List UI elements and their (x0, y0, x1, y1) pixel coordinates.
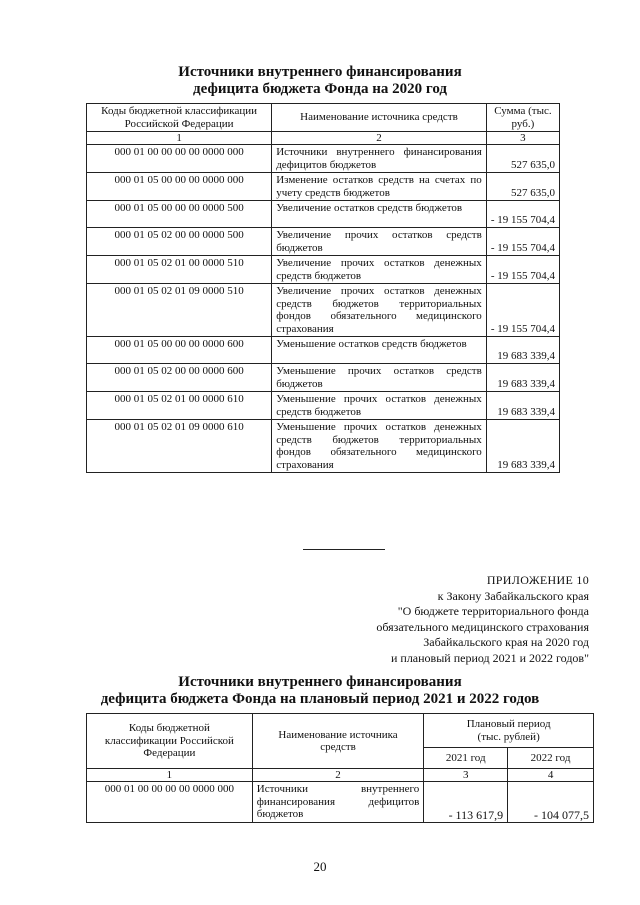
table2-title-line2: дефицита бюджета Фонда на плановый период 2021 и 2022 годов (100, 691, 540, 707)
col-number: 2 (252, 769, 423, 782)
table-row (87, 173, 560, 201)
col-number: 2 (272, 132, 487, 145)
row-name: Увеличение прочих остатков средств бюджетов (272, 228, 487, 256)
table1-title-line2: дефицита бюджета Фонда на 2020 год (193, 81, 447, 97)
row-name: Уменьшение прочих остатков денежных средств бюджетов (272, 392, 487, 420)
row-name: Уменьшение остатков средств бюджетов (272, 337, 487, 364)
row-code: 000 01 05 02 01 09 0000 610 (87, 420, 272, 473)
row-value-2021: - 113 617,9 (424, 782, 508, 823)
row-code: 000 01 00 00 00 00 0000 000 (87, 782, 253, 823)
sources-table-2020 (86, 103, 560, 473)
table-row (87, 420, 560, 473)
appendix-line: обязательного медицинского страхования (376, 619, 589, 634)
row-code: 000 01 05 00 00 00 0000 600 (87, 337, 272, 364)
row-sum: - 19 155 704,4 (486, 228, 559, 256)
table-row (87, 228, 560, 256)
row-name: Источники внутреннего финансирования дефицитов бюджетов (272, 145, 487, 173)
row-sum: 19 683 339,4 (486, 337, 559, 364)
table-row (87, 782, 594, 823)
col-number: 3 (424, 769, 508, 782)
appendix-line: Забайкальского края на 2020 год (423, 635, 589, 649)
row-code: 000 01 05 02 01 09 0000 510 (87, 284, 272, 337)
col-number: 3 (486, 132, 559, 145)
col-number: 1 (87, 769, 253, 782)
table-row (87, 256, 560, 284)
row-code: 000 01 05 02 00 00 0000 500 (87, 228, 272, 256)
section-divider (303, 549, 385, 550)
row-code: 000 01 05 00 00 00 0000 000 (87, 173, 272, 201)
header-code: Коды бюджетной классификации Российской Федерации (87, 104, 272, 132)
table-row (87, 337, 560, 364)
row-value-2022: - 104 077,5 (508, 782, 594, 823)
row-code: 000 01 05 00 00 00 0000 500 (87, 201, 272, 228)
appendix-line: и плановый период 2021 и 2022 годов" (390, 650, 589, 665)
header-name: Наименование источника средств (272, 104, 487, 132)
header-sum: Сумма (тыс. руб.) (486, 104, 559, 132)
table2-title-line1: Источники внутреннего финансирования (178, 674, 462, 690)
row-sum: 19 683 339,4 (486, 392, 559, 420)
row-name: Увеличение прочих остатков денежных средств бюджетов (272, 256, 487, 284)
row-sum: 527 635,0 (486, 145, 559, 173)
sources-table-2021-2022 (86, 713, 594, 823)
row-name: Увеличение остатков средств бюджетов (272, 201, 487, 228)
row-sum: 527 635,0 (486, 173, 559, 201)
col-number: 4 (508, 769, 594, 782)
row-name: Уменьшение прочих остатков денежных средств бюджетов территориальных фондов обязательного медицинского страхования (272, 420, 487, 473)
table-row (87, 392, 560, 420)
row-sum: 19 683 339,4 (486, 364, 559, 392)
row-code: 000 01 00 00 00 00 0000 000 (87, 145, 272, 173)
row-name: Уменьшение прочих остатков средств бюджетов (272, 364, 487, 392)
appendix-header (269, 573, 589, 666)
appendix-line: к Закону Забайкальского края (437, 588, 589, 603)
table-row (87, 201, 560, 228)
row-code: 000 01 05 02 01 00 0000 510 (87, 256, 272, 284)
header-period: Плановый период (тыс. рублей) (424, 714, 594, 748)
header-code: Коды бюджетной классификации Российской Федерации (87, 714, 253, 769)
table-row (87, 364, 560, 392)
row-sum: - 19 155 704,4 (486, 256, 559, 284)
row-name: Источники внутреннего финансирования дефицитов бюджетов (252, 782, 423, 823)
table1-title-line1: Источники внутреннего финансирования (178, 64, 462, 80)
row-code: 000 01 05 02 01 00 0000 610 (87, 392, 272, 420)
page-number: 20 (313, 859, 327, 874)
row-code: 000 01 05 02 00 00 0000 600 (87, 364, 272, 392)
header-name: Наименование источника средств (252, 714, 423, 769)
row-name: Изменение остатков средств на счетах по учету средств бюджетов (272, 173, 487, 201)
table-row (87, 145, 560, 173)
table-row (87, 284, 560, 337)
header-2021: 2021 год (424, 748, 508, 769)
row-name: Увеличение прочих остатков денежных средств бюджетов территориальных фондов обязательного медицинского страхования (272, 284, 487, 337)
appendix-line: "О бюджете территориального фонда (397, 604, 589, 618)
table2-title (0, 674, 640, 708)
header-2022: 2022 год (508, 748, 594, 769)
col-number: 1 (87, 132, 272, 145)
row-sum: 19 683 339,4 (486, 420, 559, 473)
table1-title (0, 64, 640, 98)
row-sum: - 19 155 704,4 (486, 201, 559, 228)
row-sum: - 19 155 704,4 (486, 284, 559, 337)
appendix-number: ПРИЛОЖЕНИЕ 10 (486, 573, 589, 587)
